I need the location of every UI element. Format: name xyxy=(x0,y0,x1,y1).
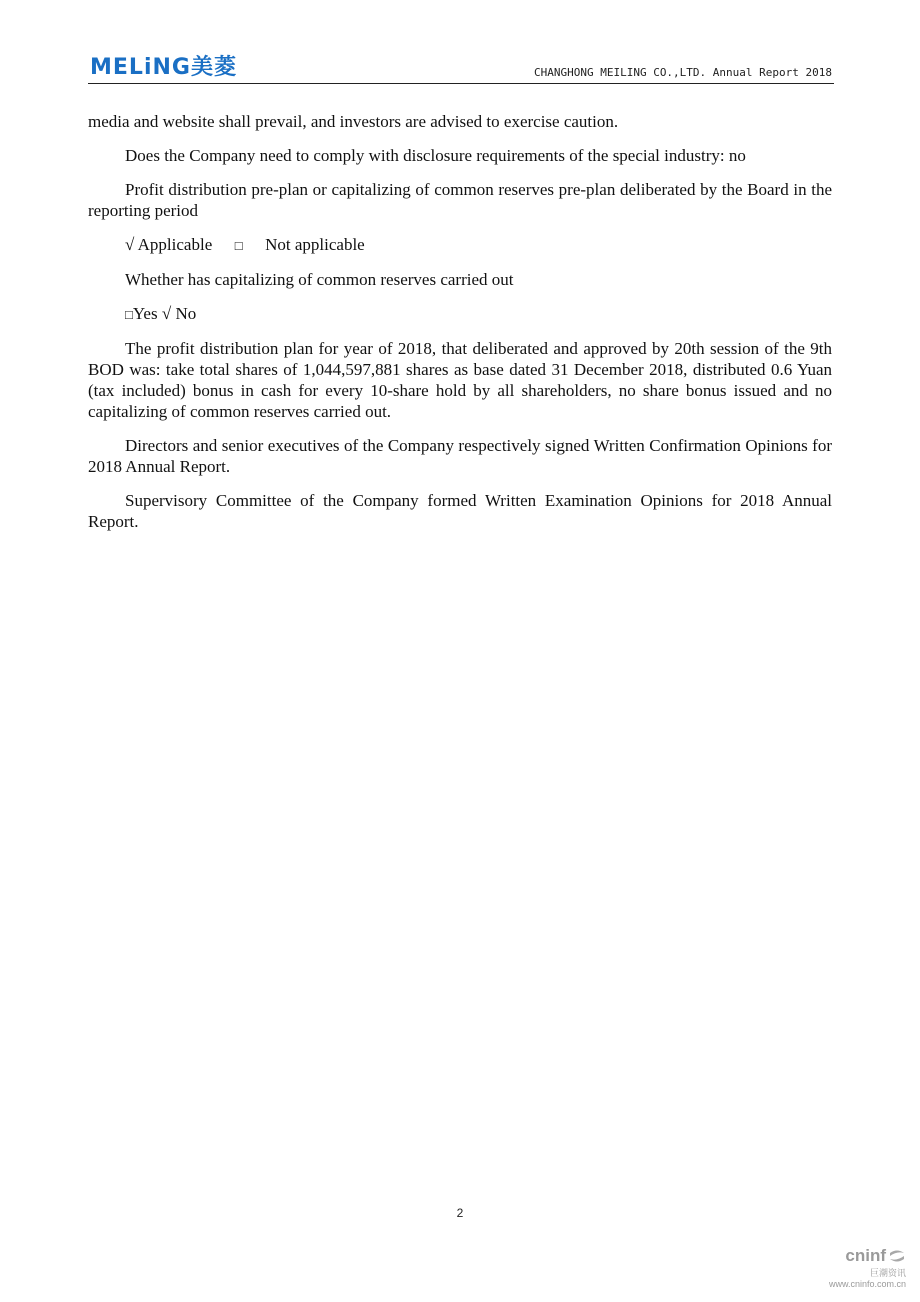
paragraph-supervisory-committee: Supervisory Committee of the Company formed Written Examination Opinions for 2018 Annual Report. xyxy=(88,491,832,531)
paragraph-profit-distribution-preplan: Profit distribution pre-plan or capitalizing of common reserves pre-plan deliberated by the Board in the reporting period xyxy=(88,180,832,220)
paragraph-special-industry: Does the Company need to comply with disclosure requirements of the special industry: no xyxy=(125,146,746,165)
watermark-subtitle: 巨潮资讯 xyxy=(869,1268,906,1278)
empty-checkbox-icon: □ xyxy=(234,238,243,253)
company-logo xyxy=(90,50,237,81)
check-mark-icon: √ xyxy=(161,304,172,323)
paragraph-directors-confirmation: Directors and senior executives of the Company respectively signed Written Confirmation Opinions for 2018 Annual Report. xyxy=(88,436,832,476)
check-mark-icon: √ xyxy=(125,235,135,254)
paragraph-capitalizing-question: Whether has capitalizing of common reserves carried out xyxy=(125,270,514,289)
paragraph-continuation: media and website shall prevail, and investors are advised to exercise caution. xyxy=(88,112,619,131)
paragraph-distribution-plan: The profit distribution plan for year of 2018, that deliberated and approved by 20th session of the 9th BOD was: take total shares of 1,044,597,881 shares as base dated 31 December 2018, distributed 0.6 Yuan (tax included) bonus in cash for every 10-share hold by all shareholders, no share bonus issued and no capitalizing of common reserves carried out. xyxy=(88,339,832,421)
no-label: No xyxy=(175,304,197,323)
header-rule xyxy=(88,83,834,84)
empty-checkbox-icon: □ xyxy=(125,307,133,322)
watermark-logo-text: cninf xyxy=(845,1246,886,1265)
not-applicable-label: Not applicable xyxy=(265,235,365,254)
cninfo-watermark xyxy=(796,1246,906,1289)
watermark-url: www.cninfo.com.cn xyxy=(828,1279,906,1289)
watermark-logo xyxy=(845,1246,906,1266)
yes-no-options xyxy=(88,303,832,325)
logo-text: MELiNG美菱 xyxy=(90,55,237,80)
applicable-label: Applicable xyxy=(137,235,213,254)
document-body xyxy=(88,111,832,545)
page-number: 2 xyxy=(456,1206,464,1220)
swirl-icon xyxy=(888,1248,906,1264)
applicable-options xyxy=(88,234,832,256)
report-header-title: CHANGHONG MEILING CO.,LTD. Annual Report 2018 xyxy=(533,66,832,79)
yes-label: Yes xyxy=(132,304,158,323)
